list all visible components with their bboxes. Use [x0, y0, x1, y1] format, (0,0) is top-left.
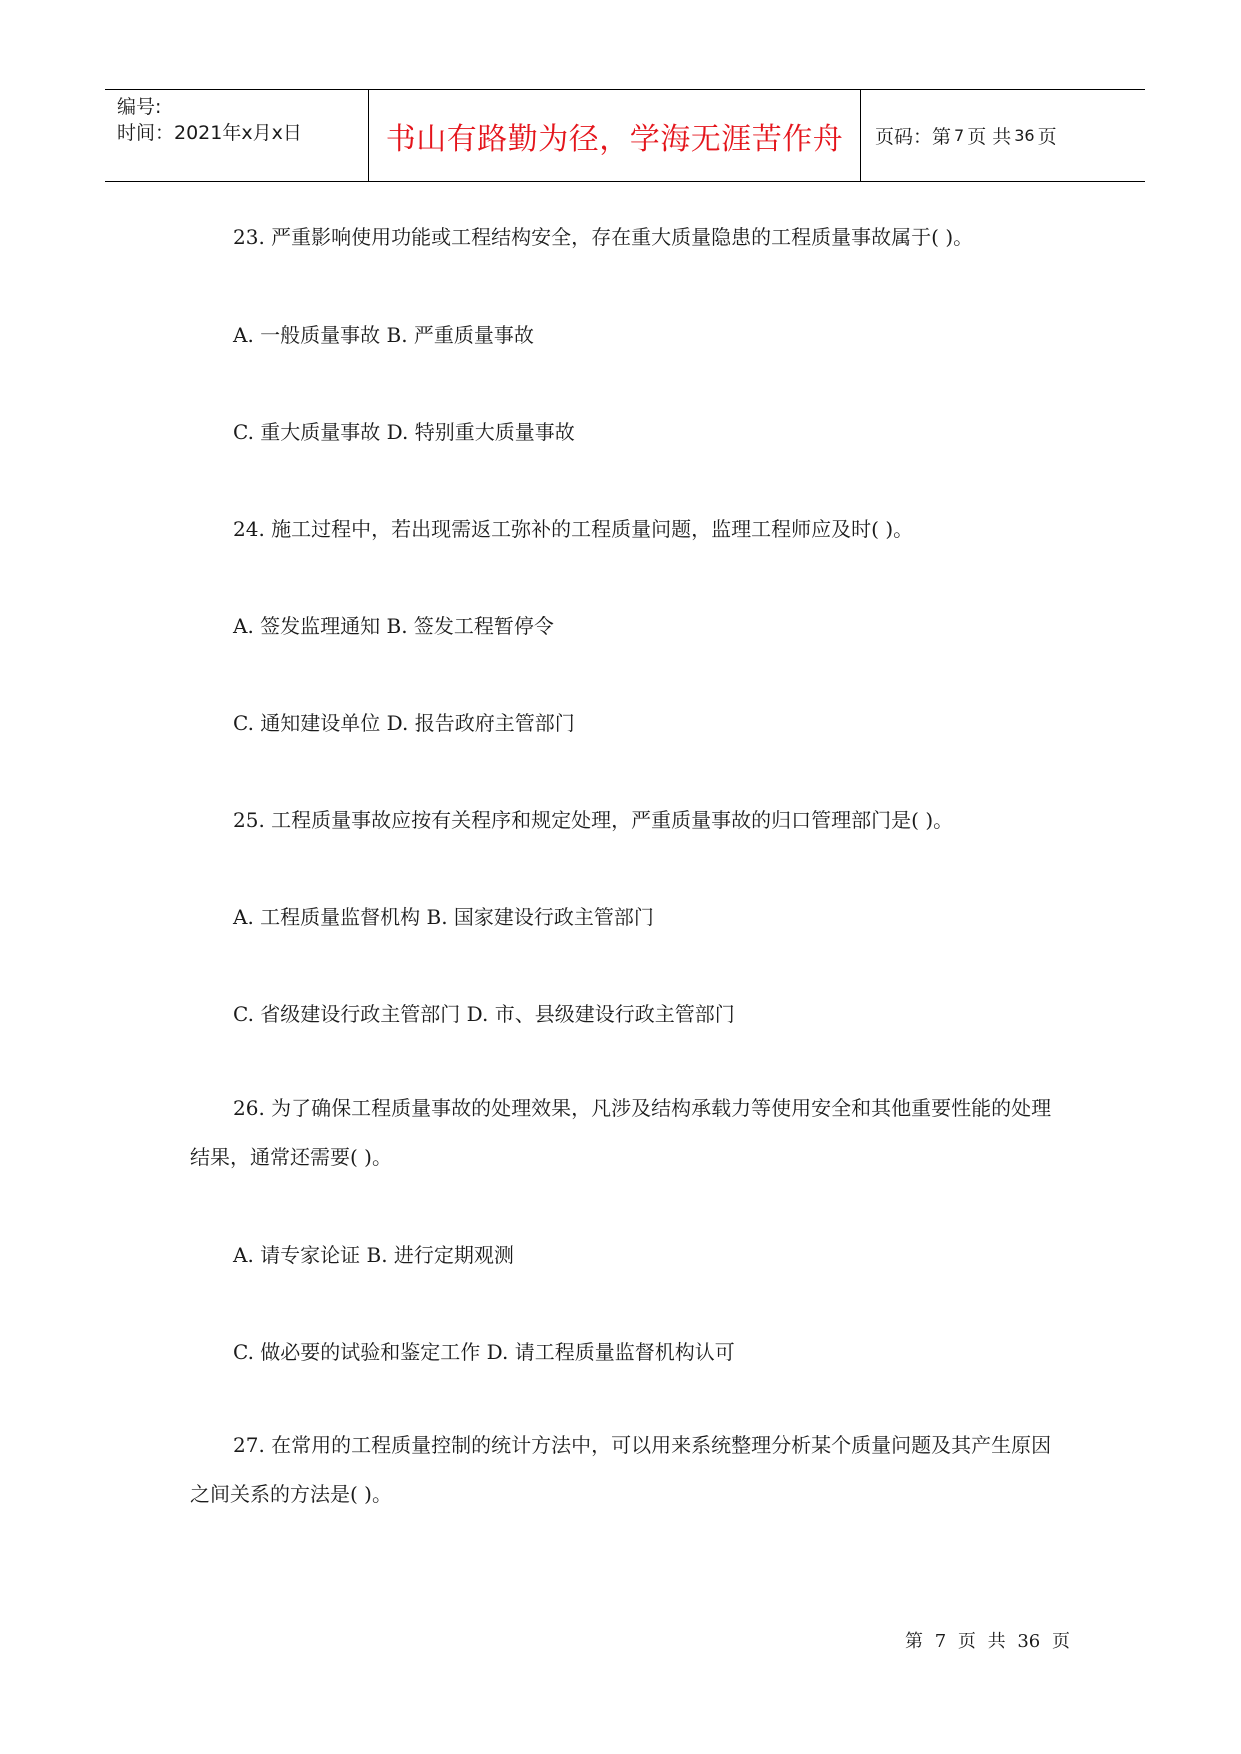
page-footer: 第 7 页 共 36 页	[905, 1631, 1070, 1652]
header-page-suffix: 页	[1037, 126, 1057, 148]
question-options: A. 签发监理通知 B. 签发工程暂停令	[233, 614, 554, 638]
question-stem: 27. 在常用的工程质量控制的统计方法中，可以用来系统整理分析某个质量问题及其产生原因之间关系的方法是( )。	[190, 1433, 1052, 1506]
header-page-cell	[861, 90, 1145, 181]
question-options: C. 省级建设行政主管部门 D. 市、县级建设行政主管部门	[233, 1002, 735, 1026]
header-page-prefix: 页码：第	[875, 126, 952, 148]
question-stem: 25. 工程质量事故应按有关程序和规定处理，严重质量事故的归口管理部门是( )。	[233, 808, 954, 832]
header-meta-cell	[105, 90, 369, 181]
question-options: A. 一般质量事故 B. 严重质量事故	[233, 323, 534, 347]
question-options: C. 重大质量事故 D. 特别重大质量事故	[233, 420, 575, 444]
header-motto-cell	[369, 90, 861, 181]
header-number-label: 编号:	[117, 96, 162, 118]
header-motto: 书山有路勤为径，学海无涯苦作舟	[385, 121, 844, 157]
question-stem: 26. 为了确保工程质量事故的处理效果，凡涉及结构承载力等使用安全和其他重要性能的处理结果，通常还需要( )。	[190, 1096, 1052, 1169]
header-page-mid: 页 共	[967, 126, 1012, 148]
question-stem: 23. 严重影响使用功能或工程结构安全，存在重大质量隐患的工程质量事故属于( )。	[233, 225, 974, 249]
question-stem: 24. 施工过程中，若出现需返工弥补的工程质量问题，监理工程师应及时( )。	[233, 517, 914, 541]
header-page-total: 36	[1014, 126, 1035, 145]
header-time-label: 时间：2021年x月x日	[117, 122, 302, 144]
question-options: A. 请专家论证 B. 进行定期观测	[233, 1243, 514, 1267]
document-header	[105, 89, 1145, 182]
question-options: A. 工程质量监督机构 B. 国家建设行政主管部门	[233, 905, 654, 929]
question-options: C. 通知建设单位 D. 报告政府主管部门	[233, 711, 575, 735]
header-page-current: 7	[954, 126, 965, 145]
question-options: C. 做必要的试验和鉴定工作 D. 请工程质量监督机构认可	[233, 1340, 735, 1364]
